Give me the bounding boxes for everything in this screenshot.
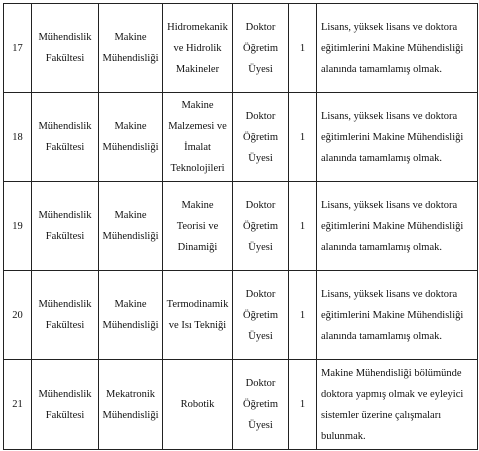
area-cell: Makine Teorisi ve Dinamiği xyxy=(163,182,233,271)
row-number: 18 xyxy=(4,93,32,182)
row-number: 20 xyxy=(4,271,32,360)
count-cell: 1 xyxy=(289,93,317,182)
faculty-cell: Mühendislik Fakültesi xyxy=(32,182,99,271)
requirement-cell: Lisans, yüksek lisans ve doktora eğitimlerini Makine Mühendisliği alanında tamamlamış olmak. xyxy=(317,271,478,360)
position-table-container xyxy=(3,3,477,449)
department-cell: Mekatronik Mühendisliği xyxy=(99,360,163,450)
count-cell: 1 xyxy=(289,4,317,93)
table-row xyxy=(4,4,478,93)
table-row xyxy=(4,360,478,450)
department-cell: Makine Mühendisliği xyxy=(99,93,163,182)
requirement-cell: Lisans, yüksek lisans ve doktora eğitimlerini Makine Mühendisliği alanında tamamlamış olmak. xyxy=(317,93,478,182)
row-number: 17 xyxy=(4,4,32,93)
table-row xyxy=(4,93,478,182)
row-number: 21 xyxy=(4,360,32,450)
requirement-cell: Lisans, yüksek lisans ve doktora eğitimlerini Makine Mühendisliği alanında tamamlamış olmak. xyxy=(317,182,478,271)
title-cell: Doktor Öğretim Üyesi xyxy=(233,182,289,271)
table-row xyxy=(4,271,478,360)
requirement-cell: Makine Mühendisliği bölümünde doktora yapmış olmak ve eyleyici sistemler üzerine çalışmaları bulunmak. xyxy=(317,360,478,450)
count-cell: 1 xyxy=(289,271,317,360)
area-cell: Hidromekanik ve Hidrolik Makineler xyxy=(163,4,233,93)
department-cell: Makine Mühendisliği xyxy=(99,182,163,271)
title-cell: Doktor Öğretim Üyesi xyxy=(233,93,289,182)
faculty-cell: Mühendislik Fakültesi xyxy=(32,93,99,182)
count-cell: 1 xyxy=(289,360,317,450)
requirement-cell: Lisans, yüksek lisans ve doktora eğitimlerini Makine Mühendisliği alanında tamamlamış olmak. xyxy=(317,4,478,93)
row-number: 19 xyxy=(4,182,32,271)
position-table xyxy=(3,3,478,450)
count-cell: 1 xyxy=(289,182,317,271)
department-cell: Makine Mühendisliği xyxy=(99,4,163,93)
faculty-cell: Mühendislik Fakültesi xyxy=(32,4,99,93)
table-row xyxy=(4,182,478,271)
title-cell: Doktor Öğretim Üyesi xyxy=(233,4,289,93)
department-cell: Makine Mühendisliği xyxy=(99,271,163,360)
area-cell: Robotik xyxy=(163,360,233,450)
faculty-cell: Mühendislik Fakültesi xyxy=(32,360,99,450)
faculty-cell: Mühendislik Fakültesi xyxy=(32,271,99,360)
area-cell: Makine Malzemesi ve İmalat Teknolojileri xyxy=(163,93,233,182)
title-cell: Doktor Öğretim Üyesi xyxy=(233,271,289,360)
title-cell: Doktor Öğretim Üyesi xyxy=(233,360,289,450)
area-cell: Termodinamik ve Isı Tekniği xyxy=(163,271,233,360)
